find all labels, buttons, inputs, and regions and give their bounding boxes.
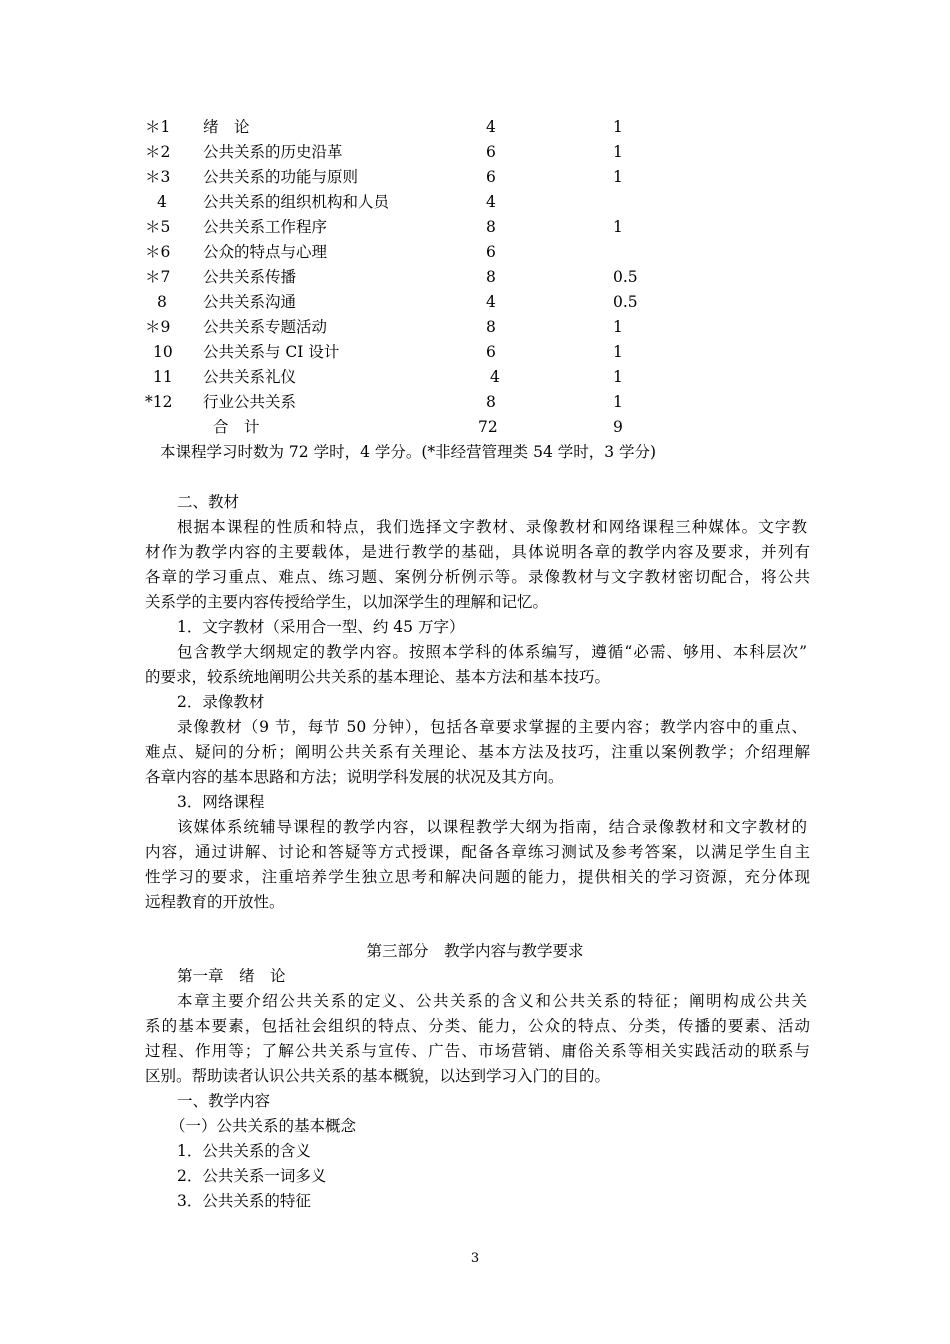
table-row [0, 115, 950, 140]
chapter-hours: 4 [486, 118, 496, 136]
chapter-title: 公共关系工作程序 [203, 218, 328, 236]
chapter-credits: 0.5 [613, 268, 638, 286]
table-row [0, 340, 950, 365]
chapter-title: 公共关系的历史沿革 [203, 143, 343, 161]
table-row [0, 190, 950, 215]
chapter-heading: 第一章 绪 论 [177, 967, 286, 985]
chapter-number: ＊6 [145, 243, 171, 261]
total-label: 合 计 [213, 418, 260, 436]
paragraph-line: 本章主要介绍公共关系的定义、公共关系的含义和公共关系的特征；阐明构成公共关 [177, 992, 807, 1010]
chapter-hours: 8 [486, 218, 496, 236]
paragraph-line: 区别。帮助读者认识公共关系的基本概貌，以达到学习入门的目的。 [145, 1067, 611, 1085]
chapter-credits: 1 [613, 393, 623, 411]
paragraph-line: 内容，通过讲解、讨论和答疑等方式授课，配备各章练习测试及参考答案，以满足学生自主 [145, 843, 810, 861]
chapter-hours: 4 [486, 293, 496, 311]
chapter-number: 11 [153, 368, 173, 386]
chapter-hours: 6 [486, 168, 496, 186]
paragraph-line: 过程、作用等；了解公共关系与宣传、广告、市场营销、庸俗关系等相关实践活动的联系与 [145, 1042, 810, 1060]
chapter-hours: 6 [486, 243, 496, 261]
paragraph-line: 难点、疑问的分析；阐明公共关系有关理论、基本方法及技巧，注重以案例教学；介绍理解 [145, 743, 810, 761]
paragraph-line: 的要求，较系统地阐明公共关系的基本理论、基本方法和基本技巧。 [145, 668, 611, 686]
paragraph-line: 该媒体系统辅导课程的教学内容，以课程教学大纲为指南，结合录像教材和文字教材的 [177, 818, 807, 836]
chapter-title: 公共关系礼仪 [203, 368, 297, 386]
chapter-number: ＊7 [145, 268, 171, 286]
chapter-hours: 8 [486, 318, 496, 336]
total-credits: 9 [613, 418, 623, 436]
chapter-title: 公共关系与 CI 设计 [203, 343, 340, 361]
paragraph-line: 各章的学习重点、难点、练习题、案例分析例示等。录像教材与文字教材密切配合，将公共 [145, 568, 810, 586]
table-row [0, 265, 950, 290]
chapter-number: ＊3 [145, 168, 171, 186]
table-row [0, 240, 950, 265]
chapter-number: *12 [145, 393, 173, 411]
table-row [0, 390, 950, 415]
chapter-title: 公众的特点与心理 [203, 243, 328, 261]
paragraph-line: 关系学的主要内容传授给学生，以加深学生的理解和记忆。 [145, 593, 549, 611]
chapter-title: 公共关系专题活动 [203, 318, 328, 336]
section-heading: 二、教材 [177, 493, 240, 511]
chapter-credits: 1 [613, 318, 623, 336]
paragraph-line: 性学习的要求，注重培养学生独立思考和解决问题的能力，提供相关的学习资源，充分体现 [145, 868, 810, 886]
list-item: 1．公共关系的含义 [177, 1142, 311, 1160]
list-item: 2．公共关系一词多义 [177, 1167, 327, 1185]
chapter-number: 10 [153, 343, 173, 361]
chapter-number: ＊1 [145, 118, 171, 136]
chapter-credits: 1 [613, 218, 623, 236]
chapter-hours: 6 [486, 343, 496, 361]
chapter-title: 公共关系沟通 [203, 293, 297, 311]
chapter-hours: 6 [486, 143, 496, 161]
paragraph-line: 各章内容的基本思路和方法；说明学科发展的状况及其方向。 [145, 768, 564, 786]
chapter-number: ＊5 [145, 218, 171, 236]
chapter-title: 公共关系的功能与原则 [203, 168, 359, 186]
chapter-number: ＊9 [145, 318, 171, 336]
chapter-number: ＊2 [145, 143, 171, 161]
chapter-title: 公共关系的组织机构和人员 [203, 193, 390, 211]
chapter-hours: 8 [486, 268, 496, 286]
paragraph-line: 系的基本要素，包括社会组织的特点、分类、能力，公众的特点、分类，传播的要素、活动 [145, 1017, 810, 1035]
subsection-heading: 1．文字教材（采用合一型、约 45 万字） [177, 618, 465, 636]
chapter-title: 公共关系传播 [203, 268, 297, 286]
course-hours-note: 本课程学习时数为 72 学时，4 学分。(*非经营管理类 54 学时，3 学分) [160, 443, 657, 461]
paragraph-line: 远程教育的开放性。 [145, 893, 285, 911]
paragraph-line: 材作为教学内容的主要载体，是进行教学的基础，具体说明各章的教学内容及要求，并列有 [145, 543, 810, 561]
chapter-number: 8 [157, 293, 167, 311]
table-row [0, 315, 950, 340]
content-heading: 一、教学内容 [177, 1092, 271, 1110]
paragraph-line: 根据本课程的性质和特点，我们选择文字教材、录像教材和网络课程三种媒体。文字教 [177, 518, 807, 536]
sub-heading: （一）公共关系的基本概念 [170, 1117, 357, 1135]
chapter-hours: 8 [486, 393, 496, 411]
table-row [0, 215, 950, 240]
table-row [0, 365, 950, 390]
table-total-row [0, 415, 950, 440]
table-row [0, 165, 950, 190]
chapter-credits: 1 [613, 118, 623, 136]
chapter-hours: 4 [490, 368, 500, 386]
chapter-credits: 1 [613, 143, 623, 161]
chapter-title: 行业公共关系 [203, 393, 297, 411]
chapter-title: 绪 论 [203, 118, 250, 136]
total-hours: 72 [478, 418, 498, 436]
paragraph-line: 包含教学大纲规定的教学内容。按照本学科的体系编写，遵循“必需、够用、本科层次” [177, 643, 807, 661]
table-row [0, 290, 950, 315]
chapter-hours: 4 [486, 193, 496, 211]
page-number: 3 [470, 1251, 480, 1266]
chapter-credits: 0.5 [613, 293, 638, 311]
chapter-number: 4 [157, 193, 167, 211]
list-item: 3．公共关系的特征 [177, 1192, 311, 1210]
chapter-credits: 1 [613, 343, 623, 361]
chapter-credits: 1 [613, 368, 623, 386]
subsection-heading: 2．录像教材 [177, 693, 265, 711]
paragraph-line: 录像教材（9 节，每节 50 分钟），包括各章要求掌握的主要内容；教学内容中的重点、 [177, 718, 807, 736]
table-row [0, 140, 950, 165]
chapter-credits: 1 [613, 168, 623, 186]
part-heading: 第三部分 教学内容与教学要求 [366, 942, 584, 960]
subsection-heading: 3．网络课程 [177, 793, 265, 811]
